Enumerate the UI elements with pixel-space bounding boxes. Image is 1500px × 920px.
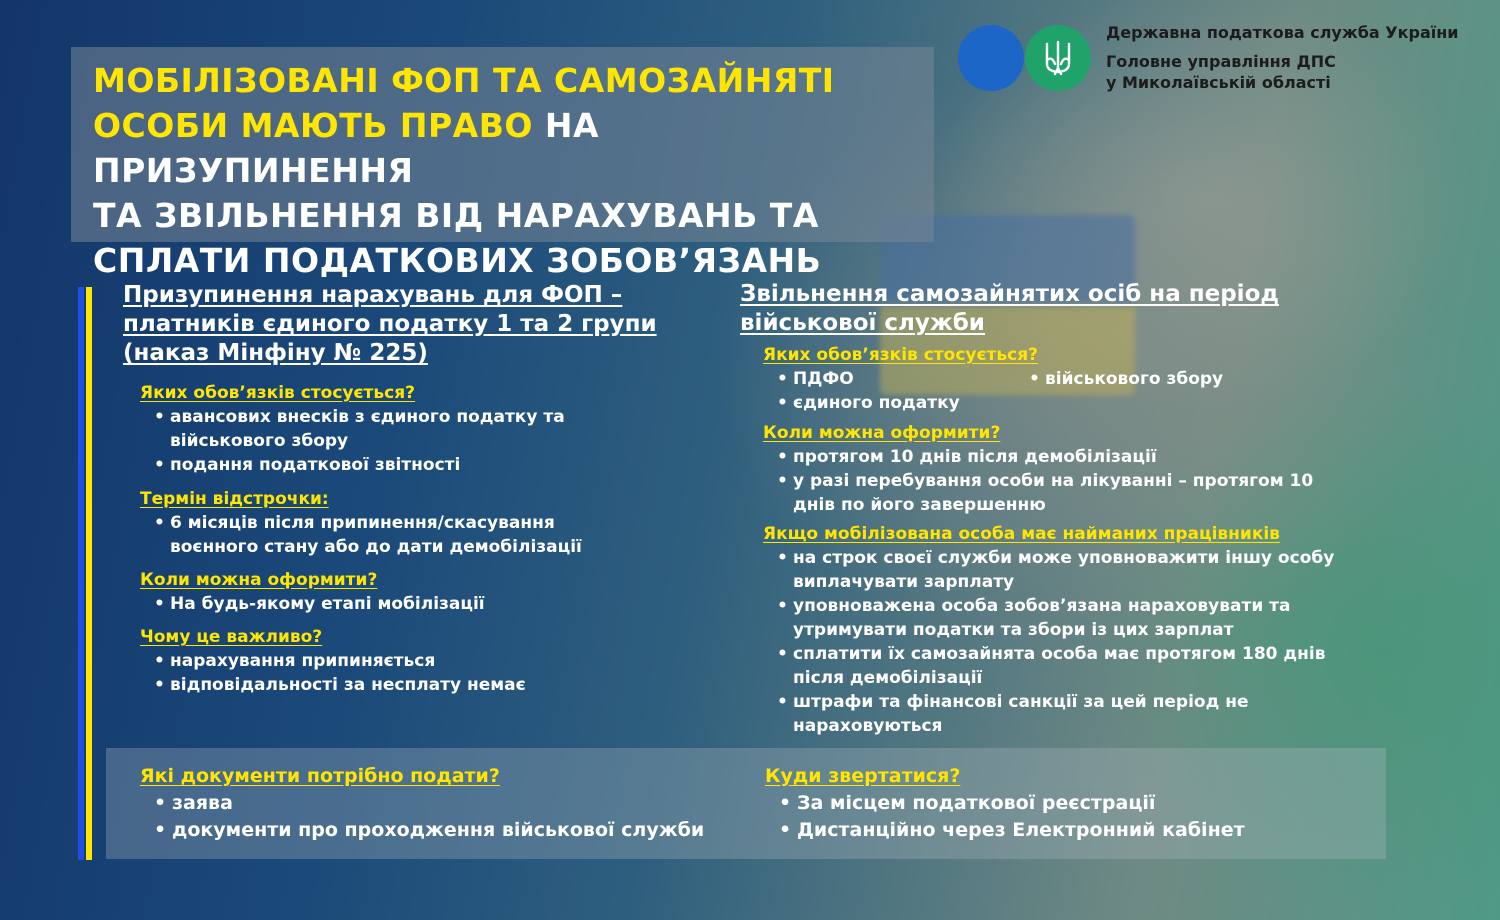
list-item: • 6 місяців після припинення/скасування воєнного стану або до дати демобілізації bbox=[148, 511, 618, 559]
left-list-deferral bbox=[148, 511, 618, 559]
list-item: • на строк своєї служби може уповноважити іншу особу виплачувати зарплату bbox=[771, 546, 1371, 594]
right-heading-line-2: військової служби bbox=[740, 310, 985, 336]
right-q-when: Коли можна оформити? bbox=[763, 423, 1001, 443]
title-line-4: СПЛАТИ ПОДАТКОВИХ ЗОБОВ’ЯЗАНЬ bbox=[93, 241, 822, 280]
left-q-when: Коли можна оформити? bbox=[140, 570, 378, 590]
right-list-obligations-b bbox=[1023, 367, 1283, 391]
list-item: • протягом 10 днів після демобілізації bbox=[771, 445, 1331, 469]
list-item: • заява bbox=[148, 790, 748, 817]
right-list-when bbox=[771, 445, 1331, 517]
right-list-employees bbox=[771, 546, 1371, 738]
title-line-3: ТА ЗВІЛЬНЕННЯ ВІД НАРАХУВАНЬ ТА bbox=[93, 196, 819, 235]
left-q-obligations: Яких обов’язків стосується? bbox=[140, 383, 416, 403]
right-heading-line-1: Звільнення самозайнятих осіб на період bbox=[740, 281, 1279, 307]
logo-green-circle bbox=[1025, 25, 1091, 91]
right-q-obligations: Яких обов’язків стосується? bbox=[763, 345, 1039, 365]
bottom-q-where: Куди звертатися? bbox=[765, 765, 961, 787]
left-heading-line-1: Призупинення нарахувань для ФОП – bbox=[123, 282, 623, 308]
org-line-2: Головне управління ДПС bbox=[1106, 52, 1336, 71]
accent-stripe-blue bbox=[78, 287, 84, 860]
left-heading bbox=[123, 281, 723, 368]
organization-name bbox=[1106, 22, 1459, 93]
right-heading bbox=[740, 280, 1360, 338]
left-list-when bbox=[148, 592, 618, 616]
list-item: • За місцем податкової реєстрації bbox=[773, 790, 1333, 817]
list-item: • На будь-якому етапі мобілізації bbox=[148, 592, 618, 616]
org-line-1: Державна податкова служба України bbox=[1106, 23, 1459, 42]
left-q-why: Чому це важливо? bbox=[140, 627, 323, 647]
list-item: • уповноважена особа зобов’язана нараховувати та утримувати податки та збори із цих зарплат bbox=[771, 594, 1371, 642]
bottom-list-documents bbox=[148, 790, 748, 844]
right-list-obligations-a bbox=[771, 367, 1011, 415]
title-highlight-2: ОСОБИ МАЮТЬ ПРАВО bbox=[93, 106, 533, 145]
left-heading-line-3: (наказ Мінфіну № 225) bbox=[123, 340, 428, 366]
left-list-why bbox=[148, 649, 618, 697]
left-q-deferral: Термін відстрочки: bbox=[140, 489, 329, 509]
list-item: • ПДФО bbox=[771, 367, 1011, 391]
list-item: • сплатити їх самозайнята особа має протягом 180 днів після демобілізації bbox=[771, 642, 1371, 690]
list-item: • відповідальності за несплату немає bbox=[148, 673, 618, 697]
list-item: • авансових внесків з єдиного податку та військового збору bbox=[148, 405, 578, 453]
org-line-3: у Миколаївській області bbox=[1106, 73, 1331, 92]
left-list-obligations bbox=[148, 405, 578, 477]
list-item: • військового збору bbox=[1023, 367, 1283, 391]
list-item: • документи про проходження військової служби bbox=[148, 817, 748, 844]
left-heading-line-2: платників єдиного податку 1 та 2 групи bbox=[123, 311, 657, 337]
list-item: • єдиного податку bbox=[771, 391, 1011, 415]
title-rest-2: НА ПРИЗУПИНЕННЯ bbox=[93, 106, 600, 190]
list-item: • нарахування припиняється bbox=[148, 649, 618, 673]
list-item: • подання податкової звітності bbox=[148, 453, 578, 477]
accent-stripe-yellow bbox=[86, 287, 92, 860]
page-title bbox=[93, 58, 923, 283]
list-item: • штрафи та фінансові санкції за цей період не нараховуються bbox=[771, 690, 1371, 738]
list-item: • у разі перебування особи на лікуванні – протягом 10 днів по його завершенню bbox=[771, 469, 1331, 517]
right-q-employees: Якщо мобілізована особа має найманих працівників bbox=[763, 524, 1280, 544]
logo-blue-circle bbox=[958, 25, 1024, 91]
bottom-q-documents: Які документи потрібно подати? bbox=[140, 765, 500, 787]
list-item: • Дистанційно через Електронний кабінет bbox=[773, 817, 1333, 844]
trident-icon bbox=[1042, 38, 1074, 78]
title-highlight-1: МОБІЛІЗОВАНІ ФОП ТА САМОЗАЙНЯТІ bbox=[93, 61, 835, 100]
bottom-list-where bbox=[773, 790, 1333, 844]
